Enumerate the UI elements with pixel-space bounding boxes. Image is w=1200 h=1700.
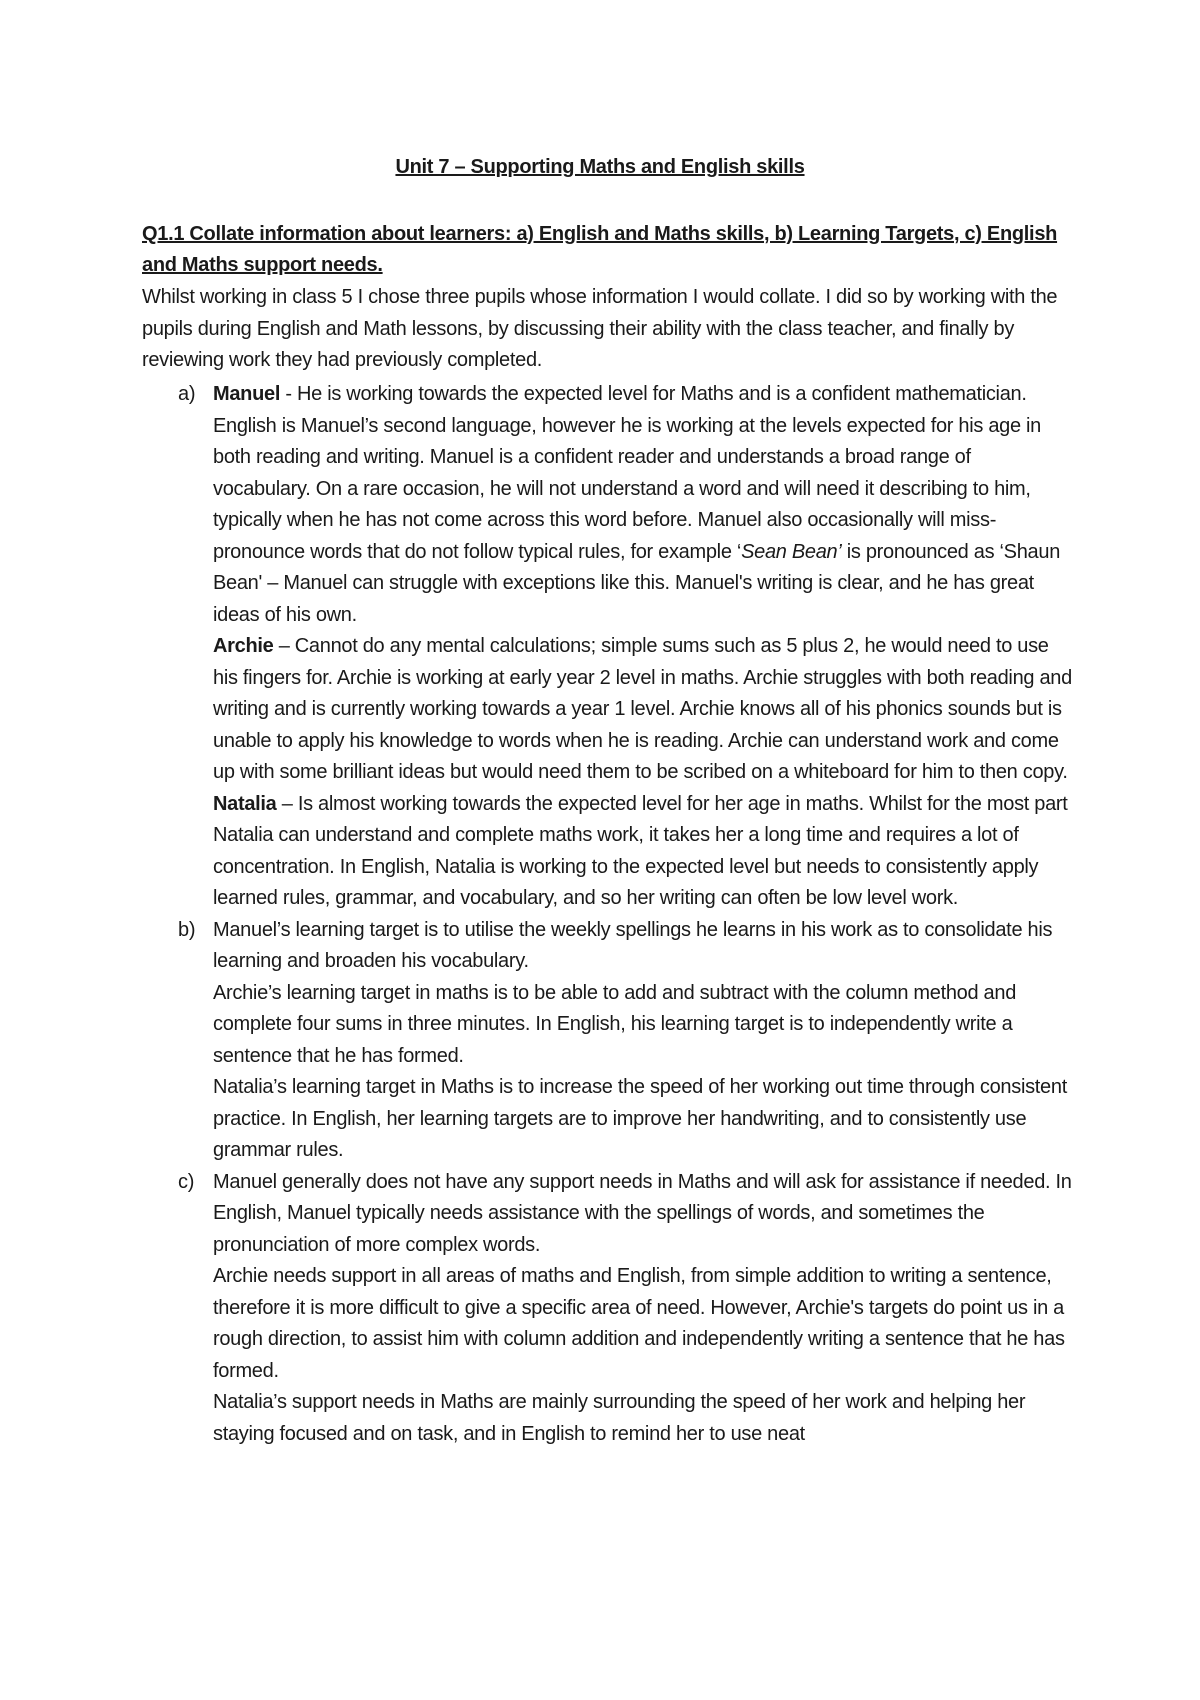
answer-list [142, 379, 1072, 1450]
intro-paragraph: Whilst working in class 5 I chose three pupils whose information I would collate. I did so by working with the pupils during English and Math lessons, by discussing their ability with the class teacher, and finally by reviewing work they had previously completed. [142, 286, 1058, 371]
manuel-quote-open: ‘ [736, 540, 742, 563]
archie-skills-text: – Cannot do any mental calculations; simple sums such as 5 plus 2, he would need to use his fingers for. Archie is working at early year 2 level in maths. Archie struggles with both reading and writing and is currently working towards a year 1 level. Archie knows all of his phonics sounds but is unable to apply his knowledge to words when he is reading. Archie can understand work and come up with some brilliant ideas but would need them to be scribed on a whiteboard for him to then copy. [213, 635, 1072, 783]
natalia-target-paragraph: Natalia’s learning target in Maths is to increase the speed of her working out time through consistent practice. In English, her learning targets are to improve her handwriting, and to consistently use grammar rules. [213, 1076, 1067, 1161]
manuel-skills-text-1: - He is working towards the expected level for Maths and is a confident mathematician. English is Manuel’s second language, however he is working at the levels expected for his age in both reading and writing. Manuel is a confident reader and understands a broad range of vocabulary. On a rare occasion, he will not understand a word and will need it describing to him, typically when he has not come across this word before. Manuel also occasionally will miss-pronounce words that do not follow typical rules, for example [213, 383, 1042, 563]
natalia-skills-paragraph [213, 789, 1072, 915]
manuel-skills-paragraph [213, 379, 1072, 631]
manuel-support-paragraph: Manuel generally does not have any support needs in Maths and will ask for assistance if needed. In English, Manuel typically needs assistance with the spellings of words, and sometimes the pronunciation of more complex words. [213, 1170, 1072, 1256]
natalia-skills-text: – Is almost working towards the expected level for her age in maths. Whilst for the most part Natalia can understand and complete maths work, it takes her a long time and requires a lot of concentration. In English, Natalia is working to the expected level but needs to consistently apply learned rules, grammar, and vocabulary, and so her writing can often be low level work. [213, 792, 1068, 909]
list-marker-b: b) [178, 918, 196, 941]
document-title: Unit 7 – Supporting Maths and English skills [395, 156, 805, 178]
manuel-skills-text-2: is pronounced as ‘Shaun Bean' – Manuel can struggle with exceptions like this. Manuel's writing is clear, and he has great ideas of his own. [213, 540, 1061, 626]
manuel-quote-italic: Sean Bean’ [741, 540, 842, 563]
list-item-b [142, 915, 1072, 1167]
archie-name: Archie [213, 635, 274, 657]
manuel-name: Manuel [213, 383, 281, 405]
list-item-a [142, 379, 1072, 915]
manuel-target-paragraph: Manuel’s learning target is to utilise the weekly spellings he learns in his work as to consolidate his learning and broaden his vocabulary. [213, 918, 1053, 972]
archie-target-paragraph: Archie’s learning target in maths is to be able to add and subtract with the column method and complete four sums in three minutes. In English, his learning target is to independently write a sentence that he has formed. [213, 981, 1017, 1067]
list-item-c [142, 1167, 1072, 1451]
archie-skills-paragraph [213, 631, 1072, 789]
list-marker-a: a) [178, 383, 196, 405]
natalia-name: Natalia [213, 792, 277, 815]
natalia-support-paragraph: Natalia’s support needs in Maths are mainly surrounding the speed of her work and helping her staying focused and on task, and in English to remind her to use neat [213, 1391, 1026, 1445]
list-marker-c: c) [178, 1170, 195, 1193]
question-heading: Q1.1 Collate information about learners: a) English and Maths skills, b) Learning Targets, c) English and Maths support needs. [142, 223, 1058, 276]
archie-support-paragraph: Archie needs support in all areas of maths and English, from simple addition to writing a sentence, therefore it is more difficult to give a specific area of need. However, Archie's targets do point us in a rough direction, to assist him with column addition and independently writing a sentence that he has formed. [213, 1265, 1065, 1382]
